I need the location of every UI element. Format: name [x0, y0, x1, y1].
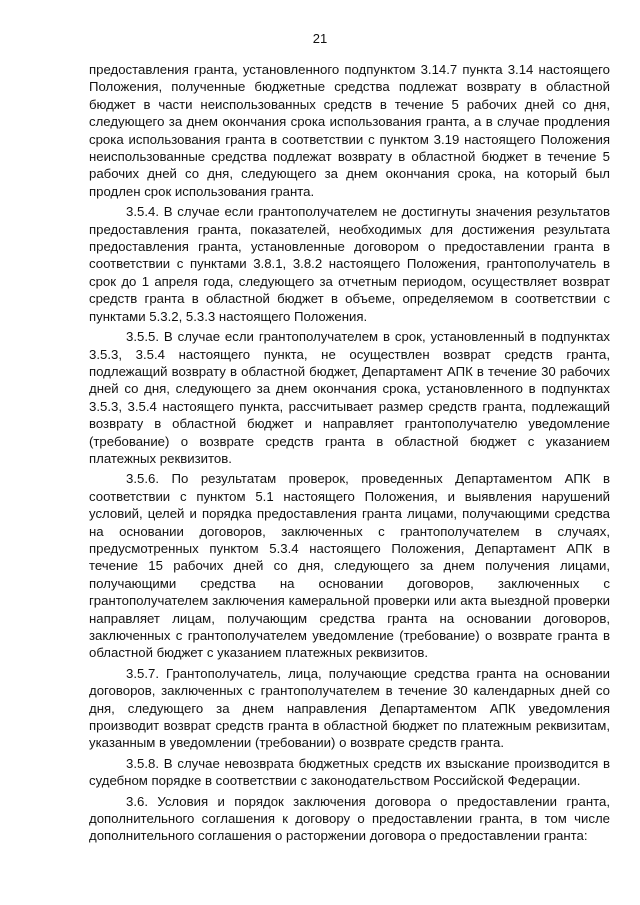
paragraph-3-5-4: 3.5.4. В случае если грантополучателем не достигнуты значения результатов предоставления гранта, показателей, необходимых для достижения результата предоставления гранта, установленные договором о предоставлении гранта в соответствии с пунктами 3.8.1, 3.8.2 настоящего Положения, грантополучатель в срок до 1 апреля года, следующего за отчетным периодом, осуществляет возврат средств гранта в областной бюджет в объеме, определяемом в соответствии с пунктами 5.3.2, 5.3.3 настоящего Положения. — [89, 204, 610, 324]
paragraph-3-6: 3.6. Условия и порядок заключения договора о предоставлении гранта, дополнительного соглашения к договору о предоставлении гранта, в том числе дополнительного соглашения о расторжении договора о предоставлении гранта: — [89, 793, 610, 844]
paragraph-3-5-8: 3.5.8. В случае невозврата бюджетных средств их взыскание производится в судебном порядке в соответствии с законодательством Российской Федерации. — [89, 755, 610, 789]
paragraph-3-5-6: 3.5.6. По результатам проверок, проведенных Департаментом АПК в соответствии с пунктом 5.1 настоящего Положения, и выявления нарушений условий, целей и порядка предоставления гранта лицами, получающими средства на основании договоров, заключенных с грантополучателем в случаях, предусмотренных пунктом 5.3.4 настоящего Положения, Департамент АПК в течение 15 рабочих дней со дня, следующего за днем получения лицами, получающими средства на основании договоров, заключенных с грантополучателем заключения камеральной проверки или акта выездной проверки направляет лицам, получающим средства гранта на основании договоров, заключенных с грантополучателем уведомление (требование) о возврате гранта в областной бюджет с указанием платежных реквизитов. — [89, 471, 610, 661]
document-body — [89, 61, 610, 848]
paragraph-3-5-5: 3.5.5. В случае если грантополучателем в срок, установленный в подпунктах 3.5.3, 3.5.4 настоящего пункта, не осуществлен возврат средств гранта, подлежащий возврату в областной бюджет, Департамент АПК в течение 30 рабочих дней со дня, следующего за днем окончания срока, установленного в подпунктах 3.5.3, 3.5.4 настоящего пункта, рассчитывает размер средств гранта, подлежащий возврату в областной бюджет и направляет грантополучателю уведомление (требование) о возврате средств гранта в областной бюджет с указанием платежных реквизитов. — [89, 329, 610, 466]
paragraph-continuation-3-5-3: предоставления гранта, установленного подпунктом 3.14.7 пункта 3.14 настоящего Положения, полученные бюджетные средства подлежат возврату в областной бюджет в части неиспользованных средств в течение 5 рабочих дней со дня, следующего за днем окончания срока использования гранта, а в случае продления срока использования гранта в соответствии с пунктом 3.19 настоящего Положения неиспользованные средства подлежат возврату в областной бюджет в течение 5 рабочих дней со дня, следующего за днем окончания срока, на который был продлен срок использования гранта. — [89, 62, 610, 199]
page-number: 21 — [312, 31, 328, 46]
paragraph-3-5-7: 3.5.7. Грантополучатель, лица, получающие средства гранта на основании договоров, заключенных с грантополучателем в течение 30 календарных дней со дня, следующего за днем направления Департаментом АПК уведомления производит возврат средств гранта в областной бюджет по платежным реквизитам, указанным в уведомлении (требовании) о возврате средств гранта. — [89, 665, 610, 751]
